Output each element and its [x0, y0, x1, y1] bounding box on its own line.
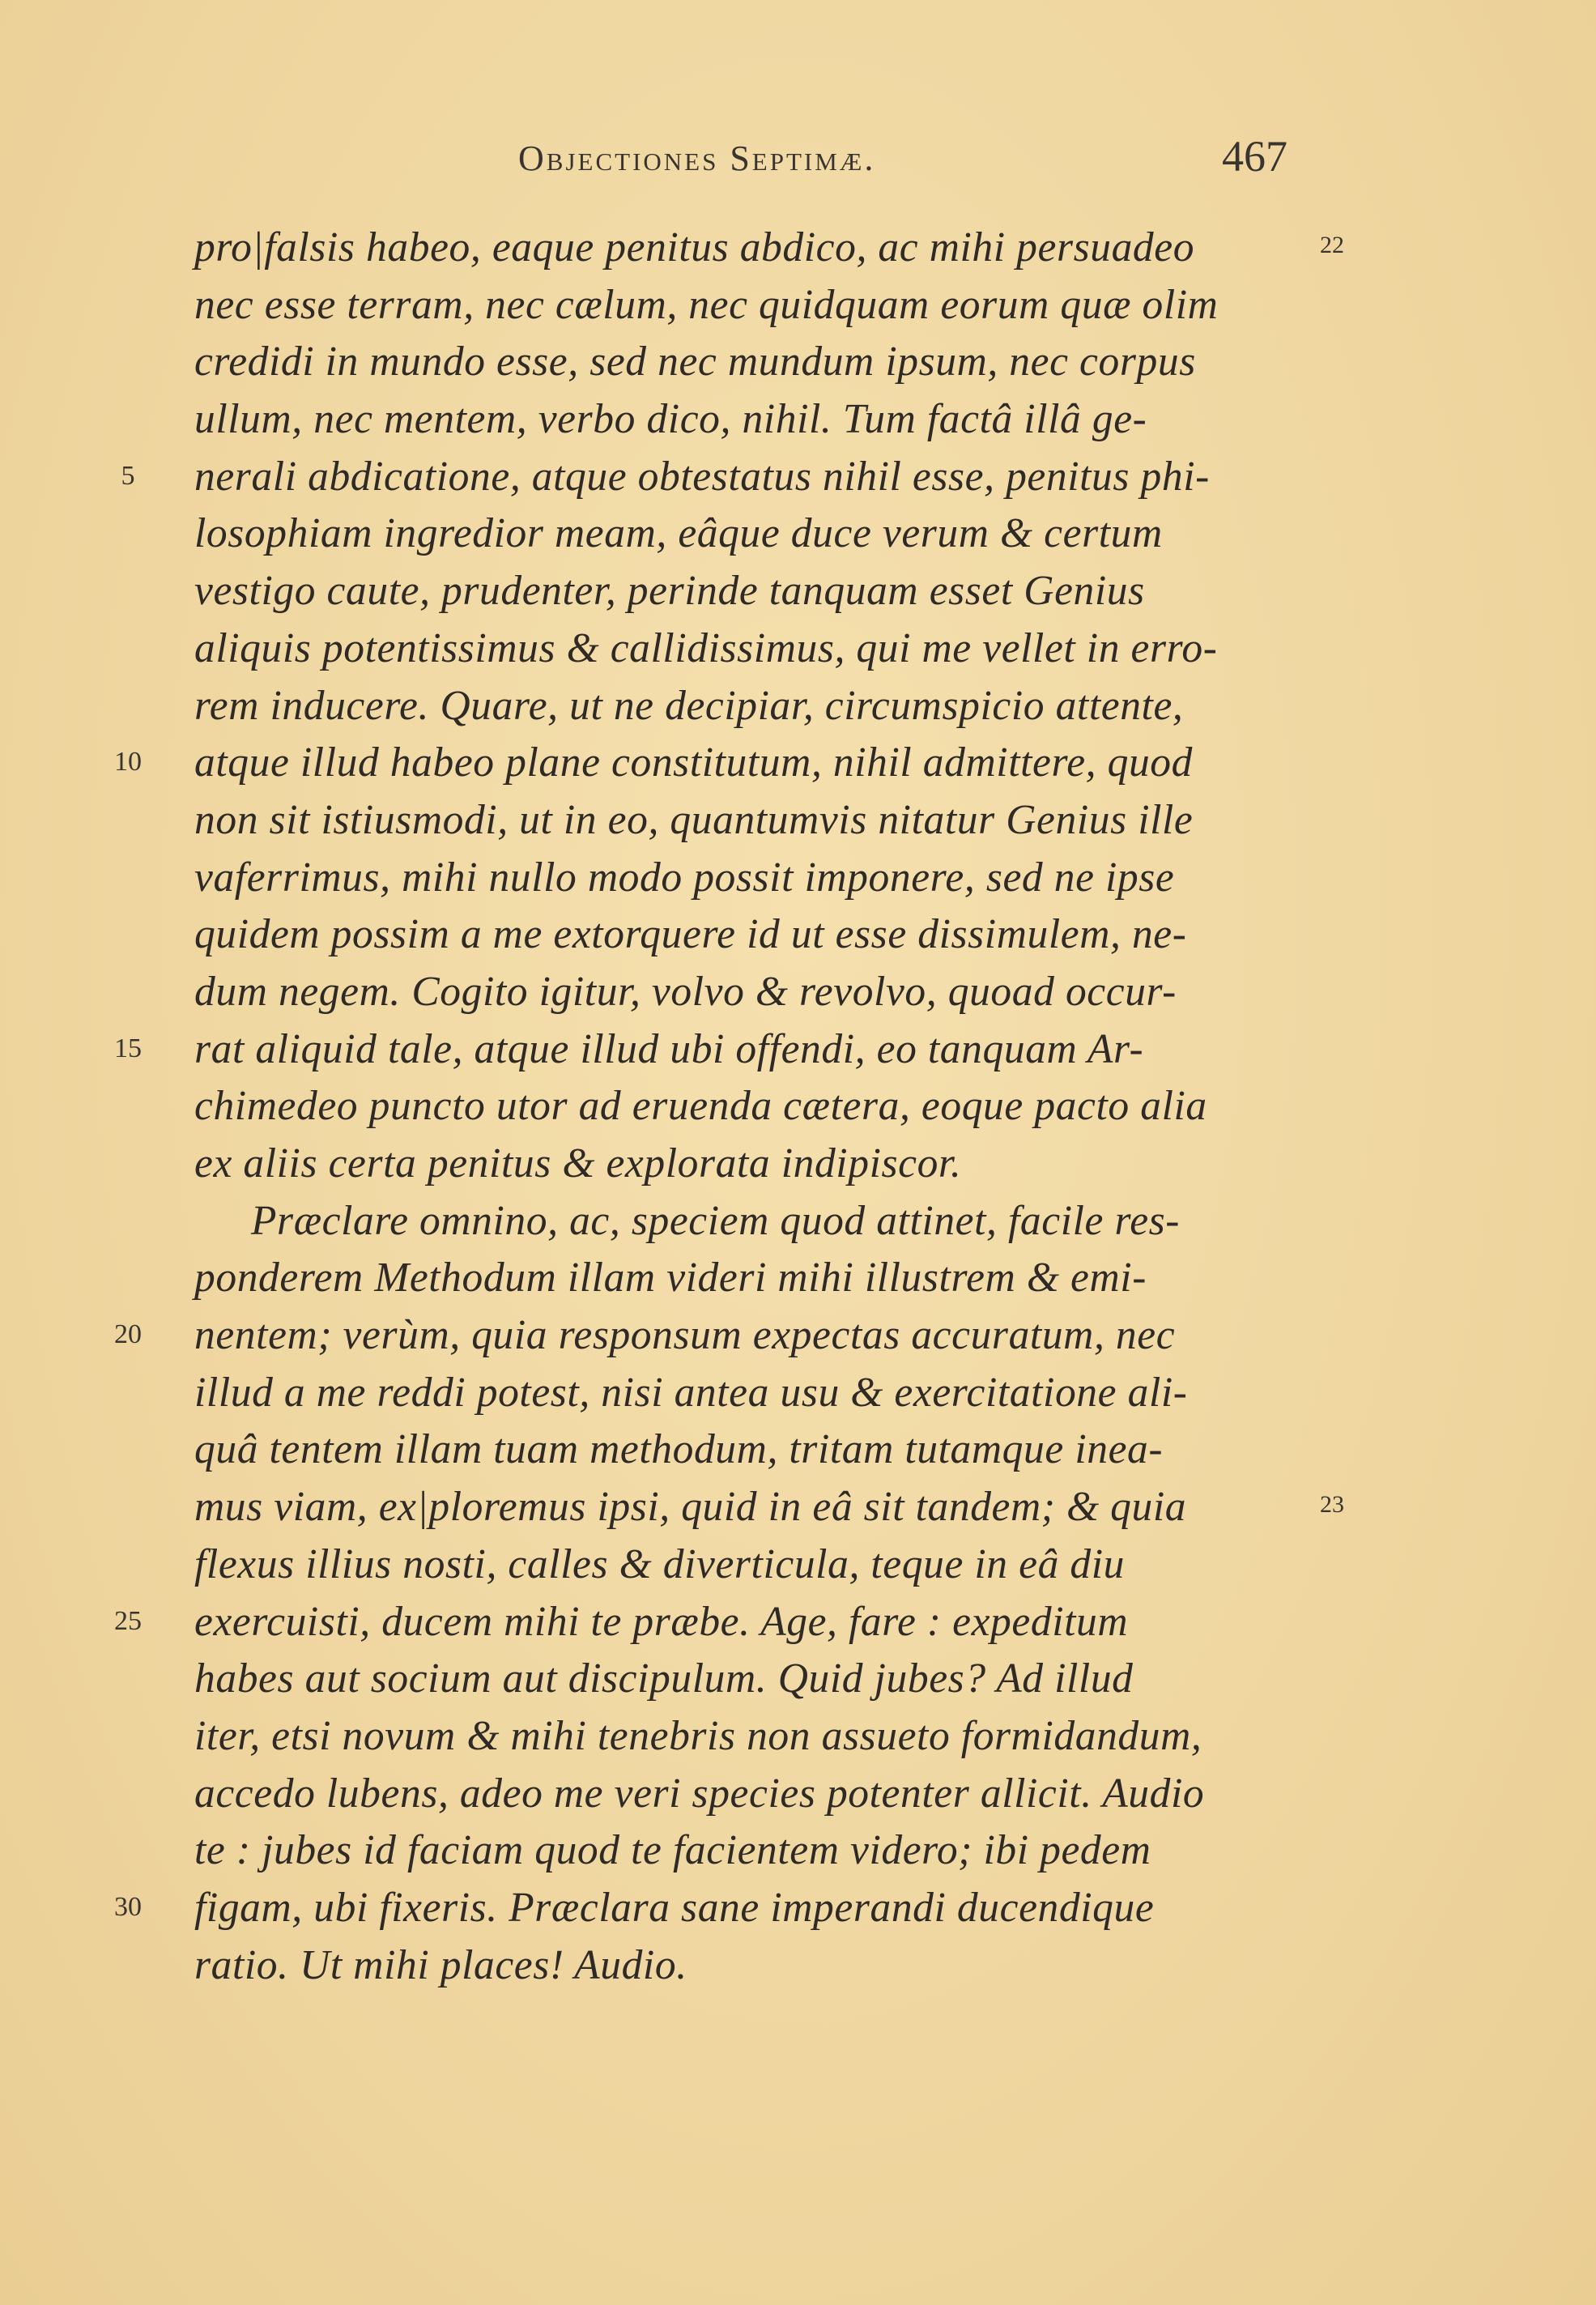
line-number: 30	[114, 1891, 142, 1922]
line-text: ullum, nec mentem, verbo dico, nihil. Tum factâ illâ ge-	[194, 396, 1147, 443]
text-line	[0, 1709, 1596, 1766]
text-line	[0, 1938, 1596, 1996]
line-text: rem inducere. Quare, ut ne decipiar, circumspicio attente,	[194, 682, 1184, 729]
text-line	[0, 1422, 1596, 1480]
margin-page-reference: 22	[1320, 232, 1344, 258]
text-line	[0, 1537, 1596, 1595]
line-text: non sit istiusmodi, ut in eo, quantumvis nitatur Genius ille	[194, 796, 1194, 843]
line-text: quâ tentem illam tuam methodum, tritam tutamque inea-	[194, 1426, 1164, 1473]
text-line	[0, 1651, 1596, 1709]
line-text: dum negem. Cogito igitur, volvo & revolvo, quoad occur-	[194, 968, 1177, 1015]
line-text: aliquis potentissimus & callidissimus, qui me vellet in erro-	[194, 624, 1218, 671]
text-line	[0, 564, 1596, 621]
line-number: 5	[121, 460, 135, 491]
line-text: habes aut socium aut discipulum. Quid jubes? Ad illud	[194, 1655, 1134, 1702]
line-text: ex aliis certa penitus & explorata indipiscor.	[194, 1140, 962, 1187]
page-number: 467	[1222, 132, 1287, 181]
text-line	[0, 793, 1596, 850]
margin-page-reference: 23	[1320, 1491, 1344, 1519]
line-text: flexus illius nosti, calles & diverticula, teque in eâ diu	[194, 1540, 1126, 1587]
text-block	[0, 220, 1596, 1995]
text-line	[0, 1022, 1596, 1080]
line-text: ratio. Ut mihi places! Audio.	[194, 1941, 687, 1988]
text-line	[0, 735, 1596, 793]
page-header	[518, 128, 1287, 193]
line-text: illud a me reddi potest, nisi antea usu & exercitatione ali-	[194, 1369, 1188, 1416]
text-line	[0, 392, 1596, 449]
text-line	[0, 506, 1596, 564]
text-line	[0, 1480, 1596, 1537]
line-text: accedo lubens, adeo me veri species potenter allicit. Audio	[194, 1770, 1205, 1817]
line-text: vestigo caute, prudenter, perinde tanquam esset Genius	[194, 568, 1145, 615]
line-text: ponderem Methodum illam videri mihi illustrem & emi-	[194, 1255, 1147, 1302]
line-text: atque illud habeo plane constitutum, nihil admittere, quod	[194, 739, 1194, 786]
text-line	[0, 1366, 1596, 1423]
line-text: iter, etsi novum & mihi tenebris non assueto formidandum,	[194, 1712, 1202, 1759]
text-line	[0, 449, 1596, 507]
line-text: Præclare omnino, ac, speciem quod attinet, facile res-	[251, 1197, 1181, 1244]
text-line	[0, 621, 1596, 679]
line-text: nec esse terram, nec cælum, nec quidquam eorum quæ olim	[194, 281, 1219, 328]
line-text: quidem possim a me extorquere id ut esse dissimulem, ne-	[194, 911, 1187, 958]
text-line	[0, 850, 1596, 908]
text-line	[0, 1308, 1596, 1366]
running-head: Objectiones Septimæ.	[518, 138, 876, 178]
line-text: exercuisti, ducem mihi te præbe. Age, fare : expeditum	[194, 1598, 1129, 1645]
text-line	[0, 1194, 1596, 1251]
line-text: credidi in mundo esse, sed nec mundum ipsum, nec corpus	[194, 339, 1196, 386]
text-line	[0, 220, 1596, 278]
line-text: nentem; verùm, quia responsum expectas accuratum, nec	[194, 1312, 1176, 1359]
text-line	[0, 1766, 1596, 1824]
line-text: pro|falsis habeo, eaque penitus abdico, ac mihi persuadeo	[194, 224, 1195, 271]
text-line	[0, 679, 1596, 736]
line-text: nerali abdicatione, atque obtestatus nihil esse, penitus phi-	[194, 453, 1210, 500]
line-number: 25	[114, 1605, 142, 1636]
line-text: chimedeo puncto utor ad eruenda cætera, eoque pacto alia	[194, 1083, 1207, 1130]
line-number: 20	[114, 1319, 142, 1350]
text-line	[0, 1136, 1596, 1194]
line-text: rat aliquid tale, atque illud ubi offendi, eo tanquam Ar-	[194, 1025, 1144, 1072]
line-text: te : jubes id faciam quod te facientem videro; ibi pedem	[194, 1827, 1151, 1874]
text-line	[0, 1250, 1596, 1308]
line-number: 10	[114, 747, 142, 778]
text-line	[0, 278, 1596, 335]
text-line	[0, 1595, 1596, 1652]
text-line	[0, 907, 1596, 965]
text-line	[0, 1881, 1596, 1938]
line-text: losophiam ingredior meam, eâque duce verum & certum	[194, 510, 1163, 557]
text-line	[0, 965, 1596, 1022]
text-line	[0, 1079, 1596, 1136]
line-text: mus viam, ex|ploremus ipsi, quid in eâ sit tandem; & quia	[194, 1484, 1187, 1531]
line-number: 15	[114, 1033, 142, 1063]
text-line	[0, 1823, 1596, 1881]
text-line	[0, 334, 1596, 392]
line-text: figam, ubi fixeris. Præclara sane imperandi ducendique	[194, 1884, 1155, 1931]
line-text: vaferrimus, mihi nullo modo possit imponere, sed ne ipse	[194, 854, 1175, 901]
